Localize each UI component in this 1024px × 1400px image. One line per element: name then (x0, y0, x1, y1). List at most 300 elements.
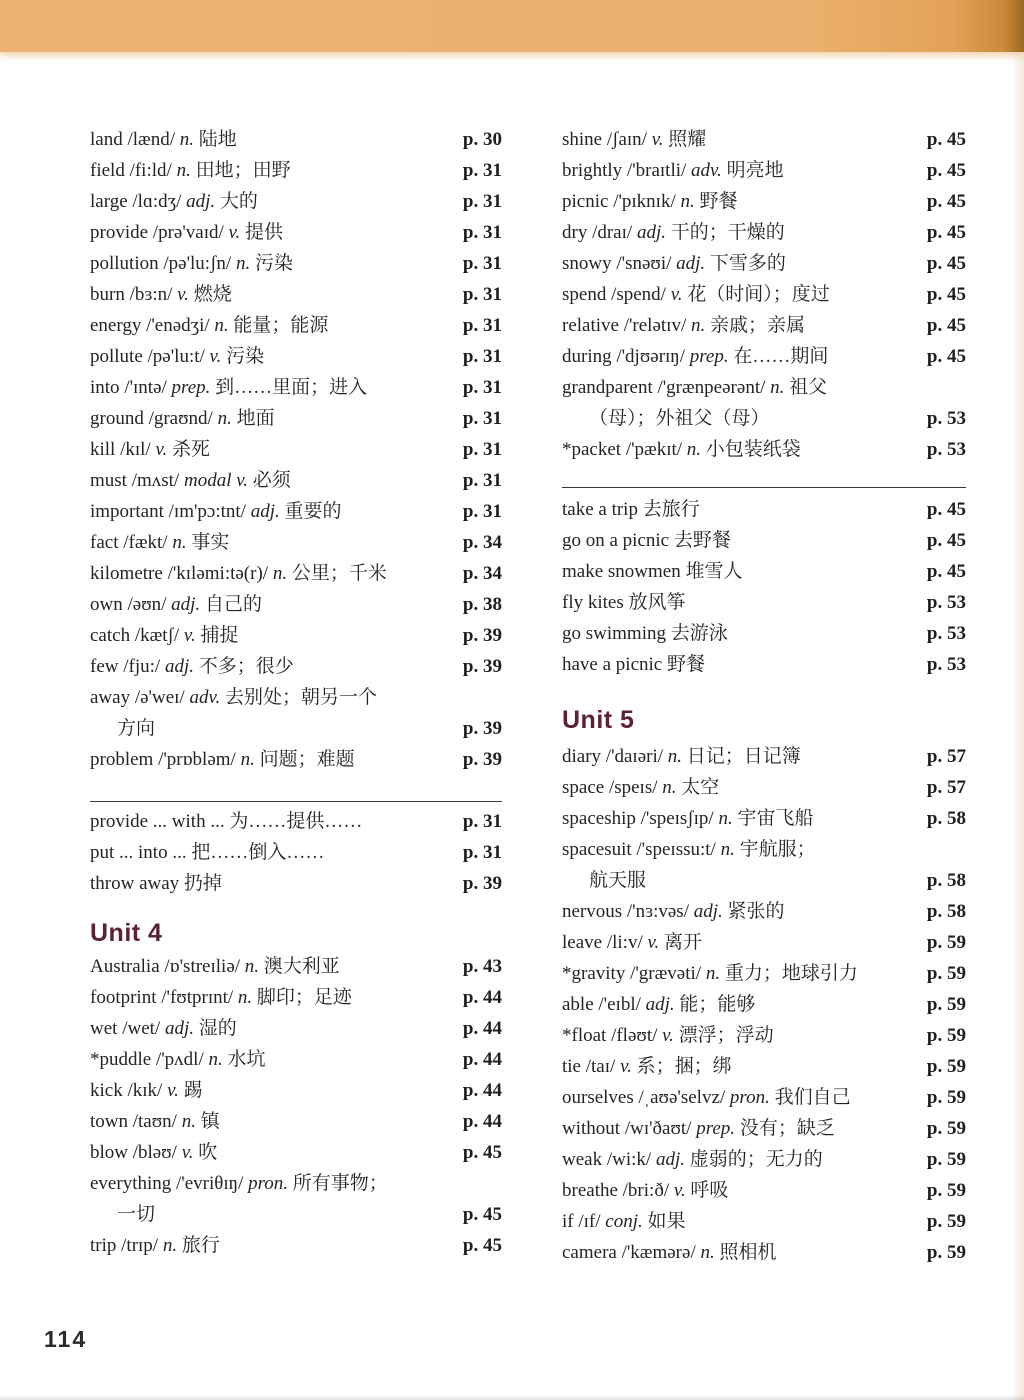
entry-phonetic: /'evriθɪŋ/ (176, 1173, 244, 1194)
entry-term: spaceship (562, 808, 636, 829)
vocab-entry (90, 279, 502, 310)
entry-text (90, 186, 258, 217)
entry-text (90, 217, 283, 248)
phrase-text: go on a picnic (562, 530, 670, 551)
entry-pos: adj. (636, 222, 666, 243)
vocab-entry-continued (90, 1199, 502, 1230)
entry-text (90, 1137, 217, 1168)
entry-definition: 不多；很少 (198, 656, 294, 677)
vocab-entry (90, 682, 502, 713)
entry-pos: modal v. (183, 470, 248, 491)
entry-term: wet (90, 1018, 118, 1039)
vocab-entry (90, 1137, 502, 1168)
entry-text (90, 620, 238, 651)
entry-phonetic: /kætʃ/ (134, 625, 180, 646)
entry-phonetic: /'pækɪt/ (625, 439, 683, 460)
entry-text (90, 248, 293, 279)
entry-term: away (90, 687, 131, 708)
entry-definition: 把……倒入…… (191, 842, 325, 863)
entry-page-ref: p. 39 (462, 625, 502, 646)
vocab-entry (562, 989, 966, 1020)
entry-term: kick (90, 1080, 123, 1101)
entry-page-ref: p. 31 (462, 253, 502, 274)
entry-phonetic: /taɪ/ (585, 1056, 616, 1077)
entry-term: *puddle (90, 1049, 152, 1070)
entry-definition: 捕捉 (200, 625, 239, 646)
entry-term: own (90, 594, 123, 615)
entry-phonetic: /'braɪtli/ (626, 160, 687, 181)
entry-text (562, 1144, 823, 1175)
entry-page-ref: p. 59 (926, 1180, 966, 1201)
entry-pos: adj. (693, 901, 723, 922)
entry-term: leave (562, 932, 603, 953)
entry-pos: conj. (605, 1211, 643, 1232)
entry-text (90, 1168, 388, 1199)
entry-page-ref: p. 44 (462, 1049, 502, 1070)
entry-term: must (90, 470, 127, 491)
entry-text (90, 1075, 203, 1106)
entry-page-ref: p. 45 (462, 1142, 502, 1163)
entry-phonetic: /'speɪssu:t/ (636, 839, 716, 860)
entry-text (90, 1230, 220, 1261)
entry-text (562, 1113, 835, 1144)
vocab-entry (562, 1082, 966, 1113)
entry-definition: 堆雪人 (685, 561, 743, 582)
entry-definition: 如果 (647, 1211, 686, 1232)
entry-definition: 我们自己 (774, 1087, 851, 1108)
entry-text (90, 1106, 220, 1137)
phrase-text: have a picnic (562, 654, 663, 675)
entry-definition: 呼吸 (690, 1180, 729, 1201)
vocab-entry (562, 958, 966, 989)
entry-phonetic: /speɪs/ (608, 777, 658, 798)
entry-text (562, 403, 770, 434)
entry-phonetic: /bləʊ/ (132, 1142, 177, 1163)
entry-text (562, 494, 700, 525)
entry-definition: 干的；干燥的 (670, 222, 785, 243)
vocab-entry (90, 1168, 502, 1199)
entry-text (90, 1013, 237, 1044)
entry-page-ref: p. 59 (926, 1211, 966, 1232)
vocab-entry (90, 1044, 502, 1075)
entry-definition-continued: 航天服 (589, 870, 647, 891)
entry-text (562, 155, 784, 186)
vocab-entry (90, 651, 502, 682)
entry-term: spacesuit (562, 839, 632, 860)
vocab-entry (562, 1020, 966, 1051)
phrase-entry (90, 868, 502, 899)
entry-phonetic: /'snəʊi/ (616, 253, 672, 274)
vocab-entry (562, 186, 966, 217)
entry-page-ref: p. 31 (462, 284, 502, 305)
entry-term: *float (562, 1025, 607, 1046)
entry-phonetic: /'pʌdl/ (155, 1049, 204, 1070)
page-top-edge (0, 0, 1024, 52)
phrase-entry (562, 587, 966, 618)
entry-pos: adj. (164, 656, 194, 677)
entry-pos: prep. (689, 346, 729, 367)
entry-phonetic: /fi:ld/ (129, 160, 172, 181)
entry-definition: 杀死 (172, 439, 211, 460)
entry-page-ref: p. 31 (462, 160, 502, 181)
vocab-entry (90, 403, 502, 434)
entry-page-ref: p. 59 (926, 1056, 966, 1077)
vocab-entry (90, 1013, 502, 1044)
entry-page-ref: p. 44 (462, 1018, 502, 1039)
entry-page-ref: p. 45 (462, 1235, 502, 1256)
entry-text (90, 527, 229, 558)
entry-term: picnic (562, 191, 609, 212)
entry-phonetic: /ɪm'pɔ:tnt/ (168, 501, 246, 522)
entry-definition: 能；能够 (679, 994, 756, 1015)
entry-page-ref: p. 45 (462, 1204, 502, 1225)
entry-pos: v. (183, 625, 196, 646)
entry-pos: adj. (164, 1018, 194, 1039)
entry-definition: 照耀 (668, 129, 707, 150)
entry-text (90, 806, 362, 837)
vocab-entry (90, 620, 502, 651)
entry-page-ref: p. 31 (462, 315, 502, 336)
entry-text (90, 558, 387, 589)
entry-pos: n. (700, 1242, 715, 1263)
vocab-entry (562, 896, 966, 927)
entry-phonetic: /'eɪbl/ (598, 994, 641, 1015)
phrase-text: provide ... with ... (90, 811, 225, 832)
vocab-entry (562, 372, 966, 403)
entry-definition: 明亮地 (726, 160, 784, 181)
entry-phonetic: /trɪp/ (121, 1235, 159, 1256)
entry-term: trip (90, 1235, 117, 1256)
entry-page-ref: p. 34 (462, 563, 502, 584)
phrase-text: make snowmen (562, 561, 681, 582)
entry-phonetic: /wɪ'ðaʊt/ (624, 1118, 692, 1139)
entry-page-ref: p. 30 (462, 129, 502, 150)
entry-term: nervous (562, 901, 623, 922)
entry-page-ref: p. 45 (926, 191, 966, 212)
vocab-entry (562, 1175, 966, 1206)
entry-page-ref: p. 59 (926, 1149, 966, 1170)
entry-page-ref: p. 31 (462, 811, 502, 832)
entry-pos: n. (272, 563, 288, 584)
entry-phonetic: /lænd/ (127, 129, 175, 150)
entry-page-ref: p. 45 (926, 129, 966, 150)
entry-term: provide (90, 222, 149, 243)
entry-page-ref: p. 39 (462, 749, 502, 770)
entry-text (90, 434, 210, 465)
entry-term: energy (90, 315, 142, 336)
entry-definition: 脚印；足迹 (256, 987, 352, 1008)
entry-pos: n. (162, 1235, 178, 1256)
vocab-entry-continued (562, 865, 966, 896)
entry-term: *packet (562, 439, 622, 460)
entry-phonetic: /'ɪntə/ (124, 377, 167, 398)
entry-term: blow (90, 1142, 128, 1163)
entry-definition: 太空 (681, 777, 720, 798)
entry-definition-continued: 方向 (117, 718, 156, 739)
entry-definition: 没有；缺乏 (739, 1118, 835, 1139)
entry-definition: 到……里面；进入 (215, 377, 368, 398)
entry-page-ref: p. 45 (926, 346, 966, 367)
entry-definition: 自己的 (204, 594, 262, 615)
entry-phonetic: /'pɪknɪk/ (613, 191, 676, 212)
vocab-entry (90, 310, 502, 341)
entry-phonetic: /taʊn/ (132, 1111, 177, 1132)
vocab-entry (90, 372, 502, 403)
entry-phonetic: /'grævəti/ (630, 963, 702, 984)
entry-phonetic: /prə'vaɪd/ (152, 222, 224, 243)
entry-text (562, 587, 686, 618)
entry-page-ref: p. 58 (926, 808, 966, 829)
entry-term: grandparent (562, 377, 653, 398)
phrase-text: go swimming (562, 623, 666, 644)
entry-text (562, 865, 646, 896)
vocab-entry (562, 155, 966, 186)
entry-phonetic: /pə'lu:t/ (147, 346, 205, 367)
entry-text (90, 341, 264, 372)
entry-term: snowy (562, 253, 612, 274)
entry-pos: v. (155, 439, 168, 460)
entry-term: spend (562, 284, 607, 305)
entry-page-ref: p. 57 (926, 746, 966, 767)
vocab-entry (562, 927, 966, 958)
entry-phonetic: /pə'lu:ʃn/ (163, 253, 232, 274)
entry-term: everything (90, 1173, 172, 1194)
entry-text (562, 834, 816, 865)
vocab-entry (562, 1206, 966, 1237)
section-divider (562, 487, 966, 488)
entry-pos: v. (647, 932, 660, 953)
entry-definition: 虚弱的；无力的 (689, 1149, 823, 1170)
entry-phonetic: /kɪk/ (127, 1080, 163, 1101)
entry-phonetic: /'kæmərə/ (621, 1242, 696, 1263)
entry-pos: v. (620, 1056, 632, 1077)
entry-definition: 事实 (191, 532, 230, 553)
entry-phonetic: /'nɜ:vəs/ (626, 901, 689, 922)
entry-text (90, 651, 294, 682)
entry-pos: n. (208, 1049, 223, 1070)
entry-term: kilometre (90, 563, 163, 584)
entry-term: pollute (90, 346, 143, 367)
entry-term: shine (562, 129, 603, 150)
entry-text (562, 649, 705, 680)
entry-phonetic: /'speɪsʃɪp/ (640, 808, 714, 829)
entry-pos: pron. (248, 1173, 289, 1194)
vocab-entry (562, 1144, 966, 1175)
vocab-entry (90, 982, 502, 1013)
entry-phonetic: /'grænpeərənt/ (657, 377, 766, 398)
entry-text (90, 982, 352, 1013)
entry-text (90, 837, 324, 868)
entry-pos: adj. (186, 191, 216, 212)
vocab-entry (90, 465, 502, 496)
entry-pos: v. (228, 222, 241, 243)
entry-term: land (90, 129, 123, 150)
entry-definition: 澳大利亚 (263, 956, 340, 977)
entry-phonetic: /mʌst/ (131, 470, 180, 491)
entry-term: if (562, 1211, 574, 1232)
entry-page-ref: p. 39 (462, 873, 502, 894)
page-number: 114 (44, 1326, 88, 1352)
entry-pos: n. (179, 129, 194, 150)
entry-phonetic: /'daɪəri/ (605, 746, 664, 767)
entry-text (562, 124, 706, 155)
entry-text (90, 1044, 266, 1075)
entry-page-ref: p. 53 (926, 439, 966, 460)
entry-text (562, 1020, 774, 1051)
vocab-entry (562, 341, 966, 372)
entry-definition: 地面 (236, 408, 275, 429)
vocab-entry (90, 248, 502, 279)
entry-definition: 大的 (219, 191, 258, 212)
entry-definition: 漂浮；浮动 (678, 1025, 774, 1046)
vocab-entry (90, 951, 502, 982)
entry-pos: n. (237, 987, 253, 1008)
entry-text (90, 279, 232, 310)
entry-pos: n. (176, 160, 191, 181)
entry-page-ref: p. 31 (462, 191, 502, 212)
entry-definition: 日记；日记簿 (686, 746, 801, 767)
entry-term: without (562, 1118, 621, 1139)
section-divider (90, 801, 502, 802)
entry-page-ref: p. 31 (462, 501, 502, 522)
entry-term: able (562, 994, 594, 1015)
entry-text (562, 989, 755, 1020)
entry-phonetic: /ʃaɪn/ (606, 129, 647, 150)
vocab-entry-continued (90, 713, 502, 744)
entry-text (90, 403, 275, 434)
entry-pos: v. (209, 346, 222, 367)
entry-page-ref: p. 31 (462, 408, 502, 429)
entry-pos: pron. (729, 1087, 770, 1108)
entry-definition: 祖父 (789, 377, 828, 398)
entry-phonetic: /lɑ:dʒ/ (132, 191, 182, 212)
entry-page-ref: p. 31 (462, 346, 502, 367)
entry-page-ref: p. 53 (926, 623, 966, 644)
entry-text (562, 525, 731, 556)
vocab-entry (90, 155, 502, 186)
entry-definition: 小包装纸袋 (705, 439, 801, 460)
vocab-entry (562, 741, 966, 772)
entry-text (562, 772, 719, 803)
entry-page-ref: p. 58 (926, 901, 966, 922)
entry-definition: 扔掉 (183, 873, 222, 894)
entry-phonetic: /wet/ (122, 1018, 161, 1039)
phrase-text: take a trip (562, 499, 638, 520)
entry-page-ref: p. 43 (462, 956, 502, 977)
entry-page-ref: p. 45 (926, 160, 966, 181)
entry-term: dry (562, 222, 588, 243)
entry-text (562, 434, 801, 465)
entry-phonetic: /li:v/ (606, 932, 643, 953)
page-bottom-edge (0, 1395, 1024, 1400)
entry-phonetic: /ɪf/ (578, 1211, 601, 1232)
entry-phonetic: /fju:/ (123, 656, 161, 677)
entry-page-ref: p. 53 (926, 408, 966, 429)
entry-definition: 能量；能源 (233, 315, 329, 336)
vocab-entry (562, 248, 966, 279)
entry-text (90, 713, 155, 744)
vocab-entry (562, 803, 966, 834)
phrase-entry (562, 649, 966, 680)
entry-term: kill (90, 439, 116, 460)
entry-page-ref: p. 45 (926, 561, 966, 582)
entry-definition: 亲戚；亲属 (709, 315, 805, 336)
vocab-entry (562, 434, 966, 465)
entry-term: pollution (90, 253, 159, 274)
entry-definition: 污染 (226, 346, 265, 367)
entry-phonetic: /'kɪləmi:tə(r)/ (167, 563, 269, 584)
vocab-entry (90, 527, 502, 558)
entry-term: weak (562, 1149, 603, 1170)
vocab-entry (90, 124, 502, 155)
entry-text (90, 496, 342, 527)
vocab-entry (90, 434, 502, 465)
entry-page-ref: p. 45 (926, 499, 966, 520)
entry-phonetic: /'fʊtprɪnt/ (161, 987, 234, 1008)
entry-term: tie (562, 1056, 581, 1077)
phrase-text: throw away (90, 873, 180, 894)
entry-page-ref: p. 45 (926, 222, 966, 243)
entry-phonetic: /'prɒbləm/ (158, 749, 236, 770)
entry-pos: v. (167, 1080, 179, 1101)
entry-text (562, 310, 805, 341)
entry-page-ref: p. 34 (462, 532, 502, 553)
entry-pos: n. (680, 191, 695, 212)
entry-pos: n. (718, 808, 733, 829)
entry-definition: 田地；田野 (195, 160, 291, 181)
entry-page-ref: p. 58 (926, 870, 966, 891)
entry-page-ref: p. 31 (462, 439, 502, 460)
entry-term: fact (90, 532, 119, 553)
entry-term: *gravity (562, 963, 626, 984)
entry-page-ref: p. 59 (926, 994, 966, 1015)
entry-definition: 污染 (254, 253, 293, 274)
entry-definition: 花（时间）；度过 (687, 284, 830, 305)
entry-definition: 紧张的 (727, 901, 785, 922)
entry-pos: v. (662, 1025, 674, 1046)
entry-term: burn (90, 284, 125, 305)
entry-term: important (90, 501, 164, 522)
entry-term: relative (562, 315, 619, 336)
entry-phonetic: /ɒ'streɪliə/ (164, 956, 241, 977)
entry-phonetic: /bɜ:n/ (129, 284, 173, 305)
entry-definition: 去野餐 (673, 530, 731, 551)
entry-pos: v. (181, 1142, 194, 1163)
entry-definition: 湿的 (198, 1018, 237, 1039)
entry-page-ref: p. 53 (926, 654, 966, 675)
entry-phonetic: /draɪ/ (592, 222, 633, 243)
entry-text (562, 217, 785, 248)
entry-page-ref: p. 31 (462, 470, 502, 491)
phrase-entry (562, 618, 966, 649)
entry-definition: 重要的 (284, 501, 342, 522)
entry-text (562, 341, 828, 372)
entry-text (562, 803, 813, 834)
vocab-entry (562, 1237, 966, 1268)
entry-term: ground (90, 408, 144, 429)
entry-pos: n. (705, 963, 721, 984)
vocab-entry (90, 217, 502, 248)
entry-definition: 所有事物； (292, 1173, 388, 1194)
vocab-entry (562, 279, 966, 310)
vocab-entry (90, 558, 502, 589)
entry-definition: 踢 (183, 1080, 203, 1101)
entry-text (562, 896, 785, 927)
entry-text (562, 1237, 777, 1268)
entry-text (562, 618, 728, 649)
entry-definition: 陆地 (198, 129, 237, 150)
entry-pos: n. (214, 315, 229, 336)
